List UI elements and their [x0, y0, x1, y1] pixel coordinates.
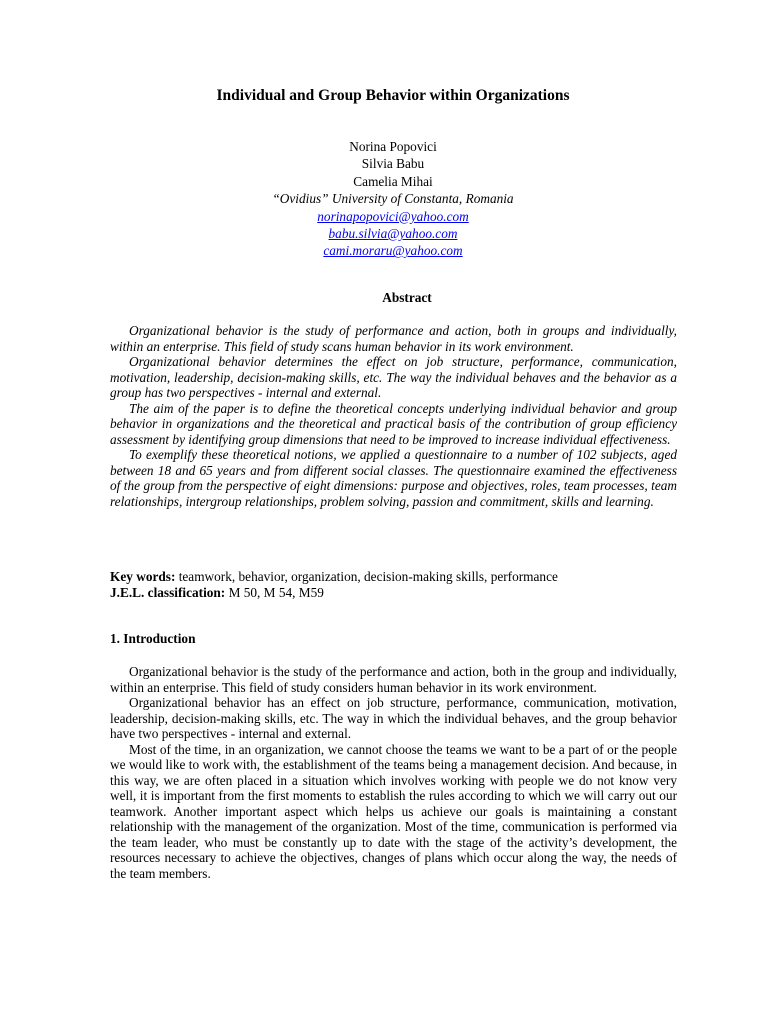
jel-line	[110, 585, 677, 601]
author-affiliation: “Ovidius” University of Constanta, Romania	[272, 191, 514, 207]
paper-title: Individual and Group Behavior within Organizations	[216, 87, 570, 104]
introduction-paragraph: Organizational behavior has an effect on job structure, performance, communication, motivation, leadership, decision-making skills, etc. The way in which the individual behaves, and the group behavior have two perspectives - internal and external.	[110, 695, 677, 741]
author-name: Camelia Mihai	[353, 173, 433, 189]
introduction-body	[110, 664, 677, 881]
author-email-link[interactable]: cami.moraru@yahoo.com	[323, 243, 463, 259]
jel-value: M 50, M 54, M59	[225, 585, 324, 600]
keywords-label: Key words:	[110, 569, 176, 584]
abstract-paragraph: To exemplify these theoretical notions, we applied a questionnaire to a number of 102 subjects, aged between 18 and 65 years and from different social classes. The questionnaire examined the effectiveness of the group from the perspective of eight dimensions: purpose and objectives, roles, team processes, team relationships, intergroup relationships, problem solving, passion and commitment, skills and learning.	[110, 447, 677, 509]
jel-label: J.E.L. classification:	[110, 585, 226, 600]
author-email-link[interactable]: norinapopovici@yahoo.com	[317, 208, 469, 224]
author-block	[0, 138, 768, 260]
abstract-paragraph: Organizational behavior is the study of performance and action, both in groups and individually, within an enterprise. This field of study scans human behavior in its work environment.	[110, 323, 677, 354]
introduction-paragraph: Most of the time, in an organization, we cannot choose the teams we want to be a part of or the people we would like to work with, the establishment of the teams being a management decision. And because, in this way, we are often placed in a situation which involves working with people we do not know very well, it is important from the first moments to establish the rules according to which we will carry out our teamwork. Another important aspect which helps us achieve our goals is maintaining a constant relationship with the management of the organization. Most of the time, communication is performed via the team leader, who must be constantly up to date with the stage of the activity’s development, the resources necessary to achieve the objectives, changes of plans which occur along the way, the needs of the team members.	[110, 741, 677, 881]
keywords-line	[110, 569, 677, 585]
author-name: Silvia Babu	[361, 156, 425, 172]
keywords-block	[110, 569, 677, 601]
abstract-paragraph: Organizational behavior determines the effect on job structure, performance, communication, motivation, leadership, decision-making skills, etc. The way the individual behaves and the behavior as a group has two perspectives - internal and external.	[110, 354, 677, 400]
abstract-heading: Abstract	[382, 290, 432, 305]
author-name: Norina Popovici	[349, 139, 437, 154]
abstract-paragraph: The aim of the paper is to define the theoretical concepts underlying individual behavior and group behavior in organizations and the theoretical and practical basis of the contribution of group efficiency assessment by identifying group dimensions that need to be improved to increase individual effectiveness.	[110, 400, 677, 447]
keywords-value: teamwork, behavior, organization, decision-making skills, performance	[175, 569, 558, 584]
author-email-link[interactable]: babu.silvia@yahoo.com	[328, 226, 458, 242]
abstract-body	[110, 323, 677, 509]
section-heading-introduction: 1. Introduction	[110, 631, 196, 646]
introduction-paragraph: Organizational behavior is the study of the performance and action, both in the group and individually, within an enterprise. This field of study considers human behavior in its work environment.	[110, 664, 677, 695]
